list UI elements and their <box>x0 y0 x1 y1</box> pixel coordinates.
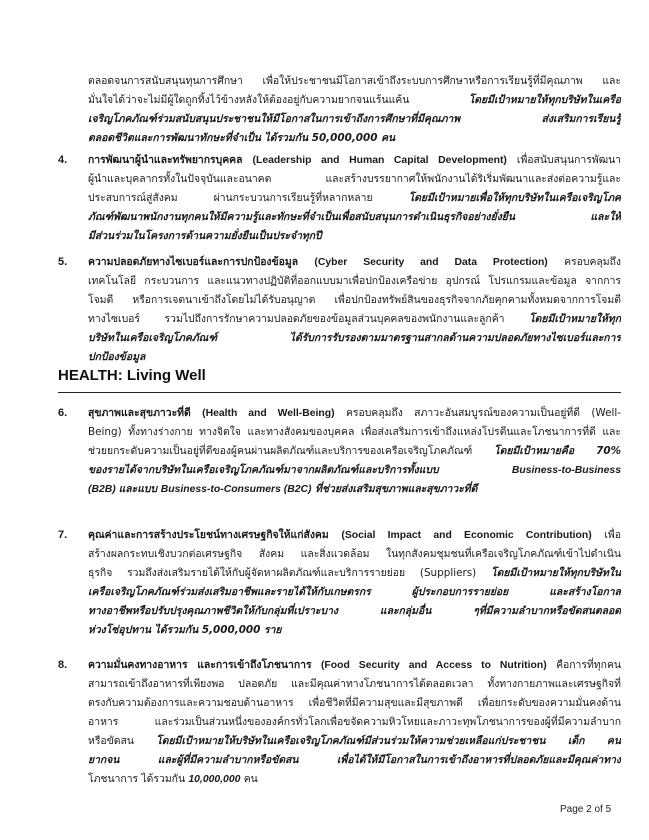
item-title-line <box>88 151 621 170</box>
item-number: 5. <box>58 256 68 268</box>
item-title: ความปลอดภัยทางไซเบอร์และการปกป้องข้อมูล <box>88 256 299 268</box>
goal-text: โดยมีเป้าหมายให้ทุกบริษัทในเครือ <box>468 94 621 106</box>
text: หรือขัดสน <box>88 735 134 747</box>
goal-text-en: Business-to-Consumers (B2C) <box>160 484 312 495</box>
continuation-line <box>88 129 621 148</box>
item-title-line <box>88 656 621 675</box>
item-title-line <box>88 526 621 545</box>
goal-text: ทางอาชีพหรือปรับปรุงคุณภาพชีวิตให้กับกลุ่มที่เปราะบาง และกลุ่มอื่น ๆที่มีความลำบากหรือขัดสนตลอด <box>88 605 621 617</box>
item-title-en: (Health and Well-Being) <box>202 408 335 419</box>
goal-text: มีส่วนร่วมในโครงการด้านความยั่งยืนเป็นประจำทุกปี <box>88 230 322 242</box>
item-line <box>88 583 621 602</box>
text: เพื่อ <box>604 529 621 541</box>
item-number: 7. <box>58 529 68 541</box>
goal-text: (B2B) และแบบ <box>88 484 158 495</box>
item-line <box>88 461 621 480</box>
goal-text: ห่วงโซ่อุปทาน ได้รวมกัน 5,000,000 ราย <box>88 624 282 636</box>
text: ช่วยยกระดับความเป็นอยู่ที่ดีของผู้คนผ่านผลิตภัณฑ์และบริการของเครือเจริญโภคภัณฑ์ <box>88 445 473 457</box>
text: เพื่อสนับสนุนการพัฒนา <box>516 154 621 166</box>
text: อาหาร และร่วมเป็นส่วนหนึ่งขององค์กรทั่วโลกเพื่อขจัดความหิวโหยและภาวะทุพโภชนาการของผู้ที่มีความลำบาก <box>88 716 621 728</box>
item-line <box>88 732 621 751</box>
item-line <box>88 751 621 770</box>
item-line <box>88 329 621 348</box>
goal-text: โดยมีเป้าหมายคือ 70% <box>494 445 621 457</box>
continuation-line <box>88 110 621 129</box>
goal-text: ภัณฑ์พัฒนาพนักงานทุกคนให้มีความรู้และทักษะที่จำเป็นเพื่อสนับสนุนการดำเนินธุรกิจอย่างยั่งยืน และให้ <box>88 211 621 223</box>
text: ตลอดจนการสนับสนุนทุนการศึกษา เพื่อให้ประชาชนมีโอกาสเข้าถึงระบบการศึกษาหรือการเรียนรู้ที่มีคุณภาพ และ <box>88 75 621 87</box>
goal-text-en: Business-to-Business <box>511 465 621 476</box>
goal-text: ยากจน และผู้ที่มีความลำบากหรือขัดสน เพื่อได้ให้มีโอกาสในการเข้าถึงอาหารที่ปลอดภัยและมีคุณค่าทาง <box>88 754 621 766</box>
goal-number: 10,000,000 <box>188 774 241 785</box>
page-number: Page 2 of 5 <box>560 804 612 815</box>
item-line <box>88 272 621 291</box>
goal-text: เจริญโภคภัณฑ์ร่วมสนับสนุนประชาชนให้มีโอกาสในการเข้าถึงการศึกษาที่มีคุณภาพ ส่งเสริมการเรียนรู้ <box>88 113 621 125</box>
item-line <box>88 208 621 227</box>
goal-text: ที่ช่วยส่งเสริมสุขภาพและสุขภาวะที่ดี <box>315 483 478 495</box>
continuation-line <box>88 91 621 110</box>
text: ผู้นำและบุคลากรทั้งในปัจจุบันและอนาคต และสร้างบรรยากาศให้พนักงานได้ริเริ่มพัฒนาและส่งต่อความรู้และ <box>88 173 621 185</box>
text: สร้างผลกระทบเชิงบวกต่อเศรษฐกิจ สังคม และสิ่งแวดล้อม ในทุกสังคมชุมชนที่เครือเจริญโภคภัณฑ์เข้าไปดำเนิน <box>88 548 621 560</box>
item-line <box>88 291 621 310</box>
item-title-en: (Food Security and Access to Nutrition) <box>320 660 547 671</box>
text: ครอบคลุมถึง <box>564 256 621 268</box>
item-number: 8. <box>58 659 68 671</box>
section-divider <box>58 392 621 393</box>
text: ทางไซเบอร์ รวมไปถึงการรักษาความปลอดภัยของข้อมูลส่วนบุคคลของพนักงานและลูกค้า <box>88 313 505 325</box>
item-line <box>88 713 621 732</box>
item-line <box>88 170 621 189</box>
goal-text: บริษัทในเครือเจริญโภคภัณฑ์ ได้รับการรับรองตามมาตรฐานสากลด้านความปลอดภัยทางไซเบอร์และการ <box>88 332 621 344</box>
item-line <box>88 602 621 621</box>
item-line <box>88 348 621 367</box>
goal-text: เครือเจริญโภคภัณฑ์ร่วมส่งเสริมอาชีพและรายได้ให้กับเกษตรกร ผู้ประกอบการรายย่อย และสร้างโอกาส <box>88 586 621 598</box>
item-title: การพัฒนาผู้นำและทรัพยากรบุคคล <box>88 154 243 166</box>
item-title-en: (Cyber Security and Data Protection) <box>314 257 548 268</box>
section-heading: HEALTH: Living Well <box>58 367 206 384</box>
item-line <box>88 545 621 564</box>
text: มั่นใจได้ว่าจะไม่มีผู้ใดถูกทิ้งไว้ข้างหลังให้ต้องอยู่กับความยากจนแร้นแค้น <box>88 94 410 106</box>
item-title-line <box>88 253 621 272</box>
text: โภชนาการ ได้รวมกัน <box>88 773 186 785</box>
text: คือการที่ทุกคน <box>556 659 621 671</box>
goal-text: โดยมีเป้าหมายให้ทุกบริษัทใน <box>491 567 621 579</box>
text: โจมตี หรือการเจตนาเข้าถึงโดยไม่ได้รับอนุญาต เพื่อปกป้องทรัพย์สินของธุรกิจจากภัยคุกคามทั้งหมดจากการโจมตี <box>88 294 621 306</box>
item-line <box>88 480 621 499</box>
text: ครอบคลุมถึง สภาวะอันสมบูรณ์ของความเป็นอยู่ที่ดี (Well- <box>345 407 621 419</box>
item-number: 6. <box>58 407 68 419</box>
text: คน <box>243 773 258 785</box>
item-title: ความมั่นคงทางอาหาร และการเข้าถึงโภชนาการ <box>88 659 312 671</box>
item-line <box>88 442 621 461</box>
text: ตรงกับความต้องการและความชอบด้านอาหาร เพื่อชีวิตที่มีความสุขและมีสุขภาพดี เพื่อยกระดับของความมั่นคงด้าน <box>88 697 621 709</box>
item-line <box>88 189 621 208</box>
item-line <box>88 564 621 583</box>
goal-text: โดยมีเป้าหมายให้ทุก <box>529 313 621 325</box>
item-title-en: (Social Impact and Economic Contribution) <box>341 530 592 541</box>
text: Being) ทั้งทางร่างกาย ทางจิตใจ และทางสังคมของบุคคล เพื่อส่งเสริมการเข้าถึงแหล่งโปรตีนและโภชนาการที่ดี และ <box>88 426 621 438</box>
item-title: คุณค่าและการสร้างประโยชน์ทางเศรษฐกิจให้แก่สังคม <box>88 529 329 541</box>
text: ประสบการณ์สู่สังคม ผ่านกระบวนการเรียนรู้ที่หลากหลาย <box>88 192 373 204</box>
item-line <box>88 675 621 694</box>
item-line <box>88 770 621 789</box>
item-number: 4. <box>58 154 68 166</box>
item-line <box>88 227 621 246</box>
text: เทคโนโลยี กระบวนการ และแนวทางปฏิบัติที่ออกแบบมาเพื่อปกป้องเครือข่าย อุปกรณ์ โปรแกรมและข้อมูล จากการ <box>88 275 621 287</box>
goal-text: ปกป้องข้อมูล <box>88 351 146 363</box>
item-line <box>88 694 621 713</box>
item-line <box>88 621 621 640</box>
item-title-en: (Leadership and Human Capital Development) <box>252 155 507 166</box>
goal-text: โดยมีเป้าหมายให้บริษัทในเครือเจริญโภคภัณฑ์มีส่วนร่วมให้ความช่วยเหลือแก่ประชาชน เด็ก คน <box>156 735 621 747</box>
text: สามารถเข้าถึงอาหารที่เพียงพอ ปลอดภัย และมีคุณค่าทางโภชนาการได้ตลอดเวลา ทั้งทางกายภาพและเศรษฐกิจที่ <box>88 678 621 690</box>
goal-text: โดยมีเป้าหมายเพื่อให้ทุกบริษัทในเครือเจริญโภค <box>408 192 621 204</box>
goal-text: ตลอดชีวิตและการพัฒนาทักษะที่จำเป็น ได้รวมกัน 50,000,000 คน <box>88 132 396 144</box>
item-line <box>88 423 621 442</box>
goal-text: ของรายได้จากบริษัทในเครือเจริญโภคภัณฑ์มาจากผลิตภัณฑ์และบริการทั้งแบบ <box>88 464 439 476</box>
item-title-line <box>88 404 621 423</box>
continuation-line <box>88 72 621 91</box>
item-line <box>88 310 621 329</box>
item-title: สุขภาพและสุขภาวะที่ดี <box>88 407 191 419</box>
text: ธุรกิจ รวมถึงส่งเสริมรายได้ให้กับผู้จัดหาผลิตภัณฑ์และบริการรายย่อย (Suppliers) <box>88 567 477 579</box>
